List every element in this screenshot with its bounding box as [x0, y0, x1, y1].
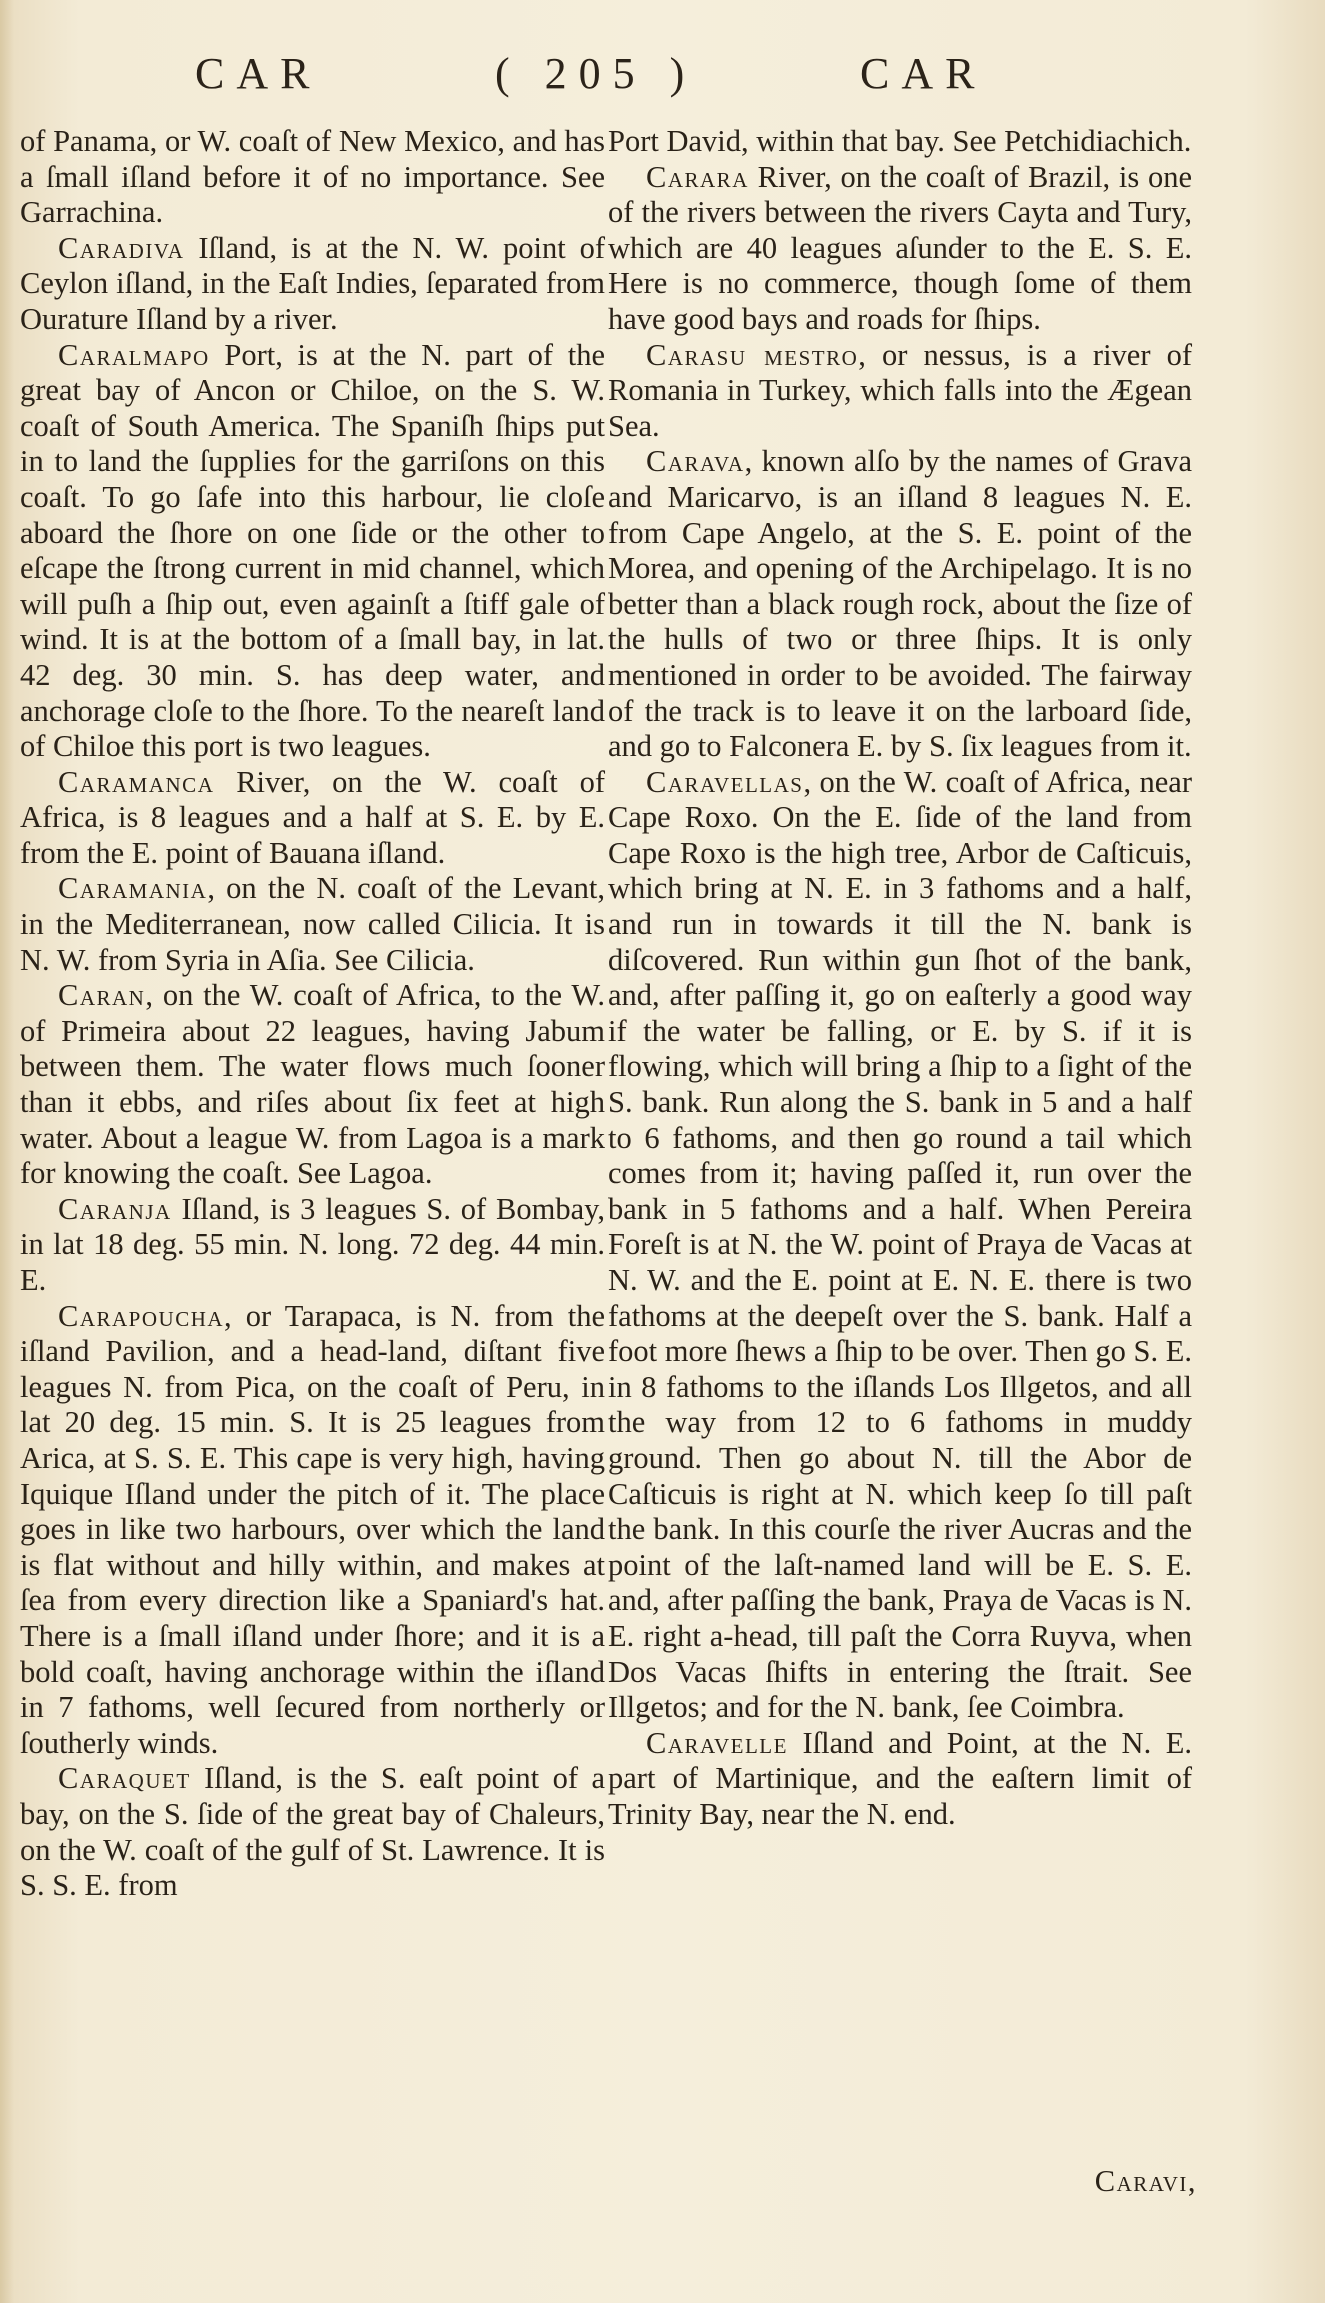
- entry-headword: Caravelle: [646, 1725, 788, 1760]
- entry-headword: Caralmapo: [58, 337, 210, 372]
- dictionary-entry: [20, 1192, 605, 1299]
- entry-text: Port, is at the N. part of the great bay of Ancon or Chiloe, on the S. W. coaſt of South America. The Spaniſh ſhips put in to land the ſupplies for the garriſons on this coaſt. To go ſafe into this harbour, lie cloſe aboard the ſhore on one ſide or the other to eſcape the ſtrong current in mid channel, which will puſh a ſhip out, even againſt a ſtiff gale of wind. It is at the bottom of a ſmall bay, in lat. 42 deg. 30 min. S. has deep water, and anchorage cloſe to the ſhore. To the neareſt land of Chiloe this port is two leagues.: [20, 337, 605, 764]
- dictionary-entry: [608, 444, 1192, 764]
- dictionary-entry: [608, 765, 1192, 1726]
- catchword: Caravi,: [1094, 2164, 1197, 2198]
- entry-text: , on the W. coaſt of Africa, near Cape Roxo. On the E. ſide of the land from Cape Roxo is the high tree, Arbor de Caſticuis, which bring at N. E. in 3 fathoms and a half, and run in towards it till the N. bank is diſcovered. Run within gun ſhot of the bank, and, after paſſing it, go on eaſterly a good way if the water be falling, or E. by S. if it is flowing, which will bring a ſhip to a ſight of the S. bank. Run along the S. bank in 5 and a half to 6 fathoms, and then go round a tail which comes from it; having paſſed it, run over the bank in 5 fathoms and a half. When Pereira Foreſt is at N. the W. point of Praya de Vacas at N. W. and the E. point at E. N. E. there is two fathoms at the deepeſt over the S. bank. Half a foot more ſhews a ſhip to be over. Then go S. E. in 8 fathoms to the iſlands Los Illgetos, and all the way from 12 to 6 fathoms in muddy ground. Then go about N. till the Abor de Caſticuis is right at N. which keep ſo till paſt the bank. In this courſe the river Aucras and the point of the laſt-named land will be E. S. E. and, after paſſing the bank, Praya de Vacas is N. E. right a-head, till paſt the Corra Ruyva, when Dos Vacas ſhifts in entering the ſtrait. See Illgetos; and for the N. bank, ſee Coimbra.: [608, 764, 1192, 1725]
- entry-text: Port David, within that bay. See Petchidiachich.: [608, 124, 1192, 158]
- entry-headword: Caramania: [58, 871, 208, 906]
- entry-text: , known alſo by the names of Grava and Maricarvo, is an iſland 8 leagues N. E. from Cape Angelo, at the S. E. point of the Morea, and opening of the Archipelago. It is no better than a black rough rock, about the ſize of the hulls of two or three ſhips. It is only mentioned in order to be avoided. The fairway of the track is to leave it on the larboard ſide, and go to Falconera E. by S. ſix leagues from it.: [608, 444, 1192, 764]
- entry-headword: Carava: [646, 444, 745, 479]
- entry-text: Iſland, is the S. eaſt point of a bay, on the S. ſide of the great bay of Chaleurs, on the W. coaſt of the gulf of St. Lawrence. It is S. S. E. from: [20, 1761, 605, 1903]
- dictionary-entry: [608, 160, 1192, 338]
- entry-text: , or nessus, is a river of Romania in Turkey, which falls into the Ægean Sea.: [608, 337, 1192, 443]
- header-left-word: CAR: [195, 49, 322, 98]
- entry-text: Iſland, is 3 leagues S. of Bombay, in lat 18 deg. 55 min. N. long. 72 deg. 44 min. E.: [20, 1191, 605, 1297]
- entry-text: River, on the W. coaſt of Africa, is 8 leagues and a half at S. E. by E. from the E. point of Bauana iſland.: [20, 764, 605, 870]
- entry-text: , or Tarapaca, is N. from the iſland Pavilion, and a head-land, diſtant five leagues N. from Pica, on the coaſt of Peru, in lat 20 deg. 15 min. S. It is 25 leagues from Arica, at S. S. E. This cape is very high, having Iquique Iſland under the pitch of it. The place goes in like two harbours, over which the land is flat without and hilly within, and makes at ſea from every direction like a Spaniard's hat. There is a ſmall iſland under ſhore; and it is a bold coaſt, having anchorage within the iſland in 7 fathoms, well ſecured from northerly or ſoutherly winds.: [20, 1298, 605, 1760]
- dictionary-entry: [608, 338, 1192, 445]
- right-column: [608, 124, 1192, 1833]
- dictionary-entry: [20, 124, 605, 231]
- entry-text: River, on the coaſt of Brazil, is one of the rivers between the rivers Cayta and Tury, which are 40 leagues aſunder to the E. S. E. Here is no commerce, though ſome of them have good bays and roads for ſhips.: [608, 159, 1192, 336]
- left-column: [20, 124, 605, 1904]
- entry-text: Iſland, is at the N. W. point of Ceylon iſland, in the Eaſt Indies, ſeparated from Ourature Iſland by a river.: [20, 230, 605, 336]
- entry-headword: Carapoucha: [58, 1298, 225, 1333]
- dictionary-entry: [20, 871, 605, 978]
- entry-headword: Caradiva: [58, 230, 185, 265]
- dictionary-entry: [608, 124, 1192, 160]
- dictionary-entry: [20, 978, 605, 1192]
- entry-text: Iſland and Point, at the N. E. part of Martinique, and the eaſtern limit of Trinity Bay, near the N. end.: [608, 1725, 1192, 1831]
- dictionary-entry: [20, 338, 605, 765]
- dictionary-entry: [20, 1761, 605, 1903]
- header-right-word: CAR: [860, 49, 987, 98]
- entry-headword: Carara: [646, 159, 749, 194]
- dictionary-entry: [20, 1299, 605, 1762]
- dictionary-entry: [608, 1726, 1192, 1833]
- entry-headword: Carasu mestro: [646, 337, 859, 372]
- running-header: [0, 48, 1325, 108]
- entry-headword: Caraquet: [58, 1761, 191, 1796]
- page-number: ( 205 ): [495, 49, 697, 98]
- entry-headword: Caravellas: [646, 764, 804, 799]
- entry-text: , on the N. coaſt of the Levant, in the Mediterranean, now called Cilicia. It is N. W. from Syria in Aſia. See Cilicia.: [20, 871, 605, 977]
- dictionary-entry: [20, 765, 605, 872]
- entry-text: , on the W. coaſt of Africa, to the W. of Primeira about 22 leagues, having Jabum between them. The water flows much ſooner than it ebbs, and riſes about ſix feet at high water. About a league W. from Lagoa is a mark for knowing the coaſt. See Lagoa.: [20, 978, 605, 1191]
- dictionary-entry: [20, 231, 605, 338]
- entry-headword: Caranja: [58, 1191, 172, 1226]
- entry-headword: Caramanca: [58, 764, 215, 799]
- entry-headword: Caran: [58, 978, 146, 1013]
- page-edge-shadow: [0, 0, 14, 2303]
- entry-text: of Panama, or W. coaſt of New Mexico, and has a ſmall iſland before it of no importance. See Garrachina.: [20, 124, 605, 230]
